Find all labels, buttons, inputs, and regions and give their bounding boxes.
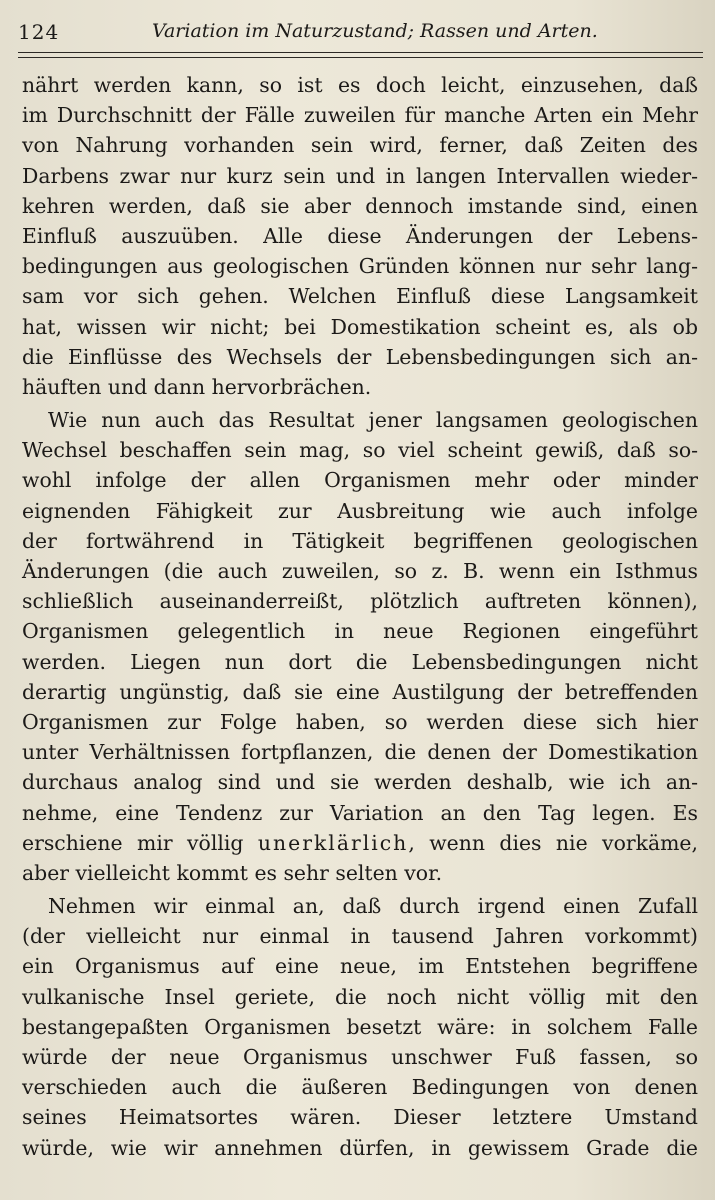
text-line: nehme, eine Tendenz zur Variation an den Tag legen. Es bbox=[22, 800, 698, 825]
text-line: werden. Liegen nun dort die Lebensbedingungen nicht bbox=[22, 649, 698, 674]
text-line: wohl infolge der allen Organismen mehr oder minder bbox=[22, 468, 698, 493]
emphasis-before: erschiene mir völlig bbox=[22, 830, 258, 855]
text-line: der fortwährend in Tätigkeit begriffenen geologischen bbox=[22, 528, 698, 553]
text-line: ein Organismus auf eine neue, im Entstehen begriffene bbox=[22, 954, 698, 979]
text-line: eignenden Fähigkeit zur Ausbreitung wie auch infolge bbox=[22, 498, 698, 523]
text-line: Organismen zur Folge haben, so werden diese sich hier bbox=[22, 709, 698, 734]
page-number: 124 bbox=[18, 20, 60, 44]
text-line: würde, wie wir annehmen dürfen, in gewissem Grade die bbox=[22, 1135, 698, 1160]
text-line: seines Heimatsortes wären. Dieser letztere Umstand bbox=[22, 1105, 698, 1130]
spaced-emphasis-word: unerklärlich bbox=[257, 830, 409, 855]
text-line: hat, wissen wir nicht; bei Domestikation scheint es, als ob bbox=[22, 314, 698, 339]
text-line: aber vielleicht kommt es sehr selten vor. bbox=[22, 860, 443, 885]
text-line: würde der neue Organismus unschwer Fuß fassen, so bbox=[22, 1045, 698, 1069]
text-line: Nehmen wir einmal an, daß durch irgend einen Zufall bbox=[48, 894, 698, 919]
text-line: nährt werden kann, so ist es doch leicht, einzusehen, daß bbox=[22, 73, 698, 97]
text-line: (der vielleicht nur einmal in tausend Jahren vorkommt) bbox=[22, 924, 698, 949]
text-line: im Durchschnitt der Fälle zuweilen für manche Arten ein Mehr bbox=[22, 103, 698, 128]
text-line: bedingungen aus geologischen Gründen können nur sehr lang- bbox=[22, 254, 698, 279]
text-line: bestangepaßten Organismen besetzt wäre: in solchem Falle bbox=[22, 1014, 698, 1039]
text-line: verschieden auch die äußeren Bedingungen von denen bbox=[22, 1075, 698, 1100]
text-line: Einfluß auszuüben. Alle diese Änderungen der Lebens- bbox=[22, 223, 698, 248]
text-line: unter Verhältnissen fortpflanzen, die denen der Domestikation bbox=[22, 740, 698, 765]
text-line: kehren werden, daß sie aber dennoch imstande sind, einen bbox=[22, 193, 698, 218]
text-line: Wechsel beschaffen sein mag, so viel scheint gewiß, daß so- bbox=[22, 438, 698, 463]
text-line-emphasis bbox=[22, 828, 698, 858]
text-line: häuften und dann hervorbrächen. bbox=[22, 374, 372, 399]
page-header bbox=[18, 18, 703, 48]
text-line: durchaus analog sind und sie werden deshalb, wie ich an- bbox=[22, 770, 698, 795]
page-body bbox=[22, 70, 698, 1163]
emphasis-after: , wenn dies nie vorkäme, bbox=[408, 830, 698, 855]
text-line: Änderungen (die auch zuweilen, so z. B. wenn ein Isthmus bbox=[22, 559, 698, 583]
text-line: sam vor sich gehen. Welchen Einfluß diese Langsamkeit bbox=[22, 284, 698, 309]
text-line: schließlich auseinanderreißt, plötzlich auftreten können), bbox=[22, 589, 698, 614]
text-line: die Einflüsse des Wechsels der Lebensbedingungen sich an- bbox=[22, 344, 698, 369]
text-line: Wie nun auch das Resultat jener langsamen geologischen bbox=[48, 408, 698, 433]
text-line: vulkanische Insel geriete, die noch nicht völlig mit den bbox=[22, 984, 698, 1009]
text-line: von Nahrung vorhanden sein wird, ferner, daß Zeiten des bbox=[22, 133, 698, 158]
header-double-rule bbox=[18, 52, 703, 58]
running-title: Variation im Naturzustand; Rassen und Arten. bbox=[152, 20, 598, 42]
text-line: derartig ungünstig, daß sie eine Austilgung der betreffenden bbox=[22, 679, 698, 704]
text-line: Organismen gelegentlich in neue Regionen eingeführt bbox=[22, 619, 698, 644]
text-line: Darbens zwar nur kurz sein und in langen Intervallen wieder- bbox=[22, 163, 698, 188]
